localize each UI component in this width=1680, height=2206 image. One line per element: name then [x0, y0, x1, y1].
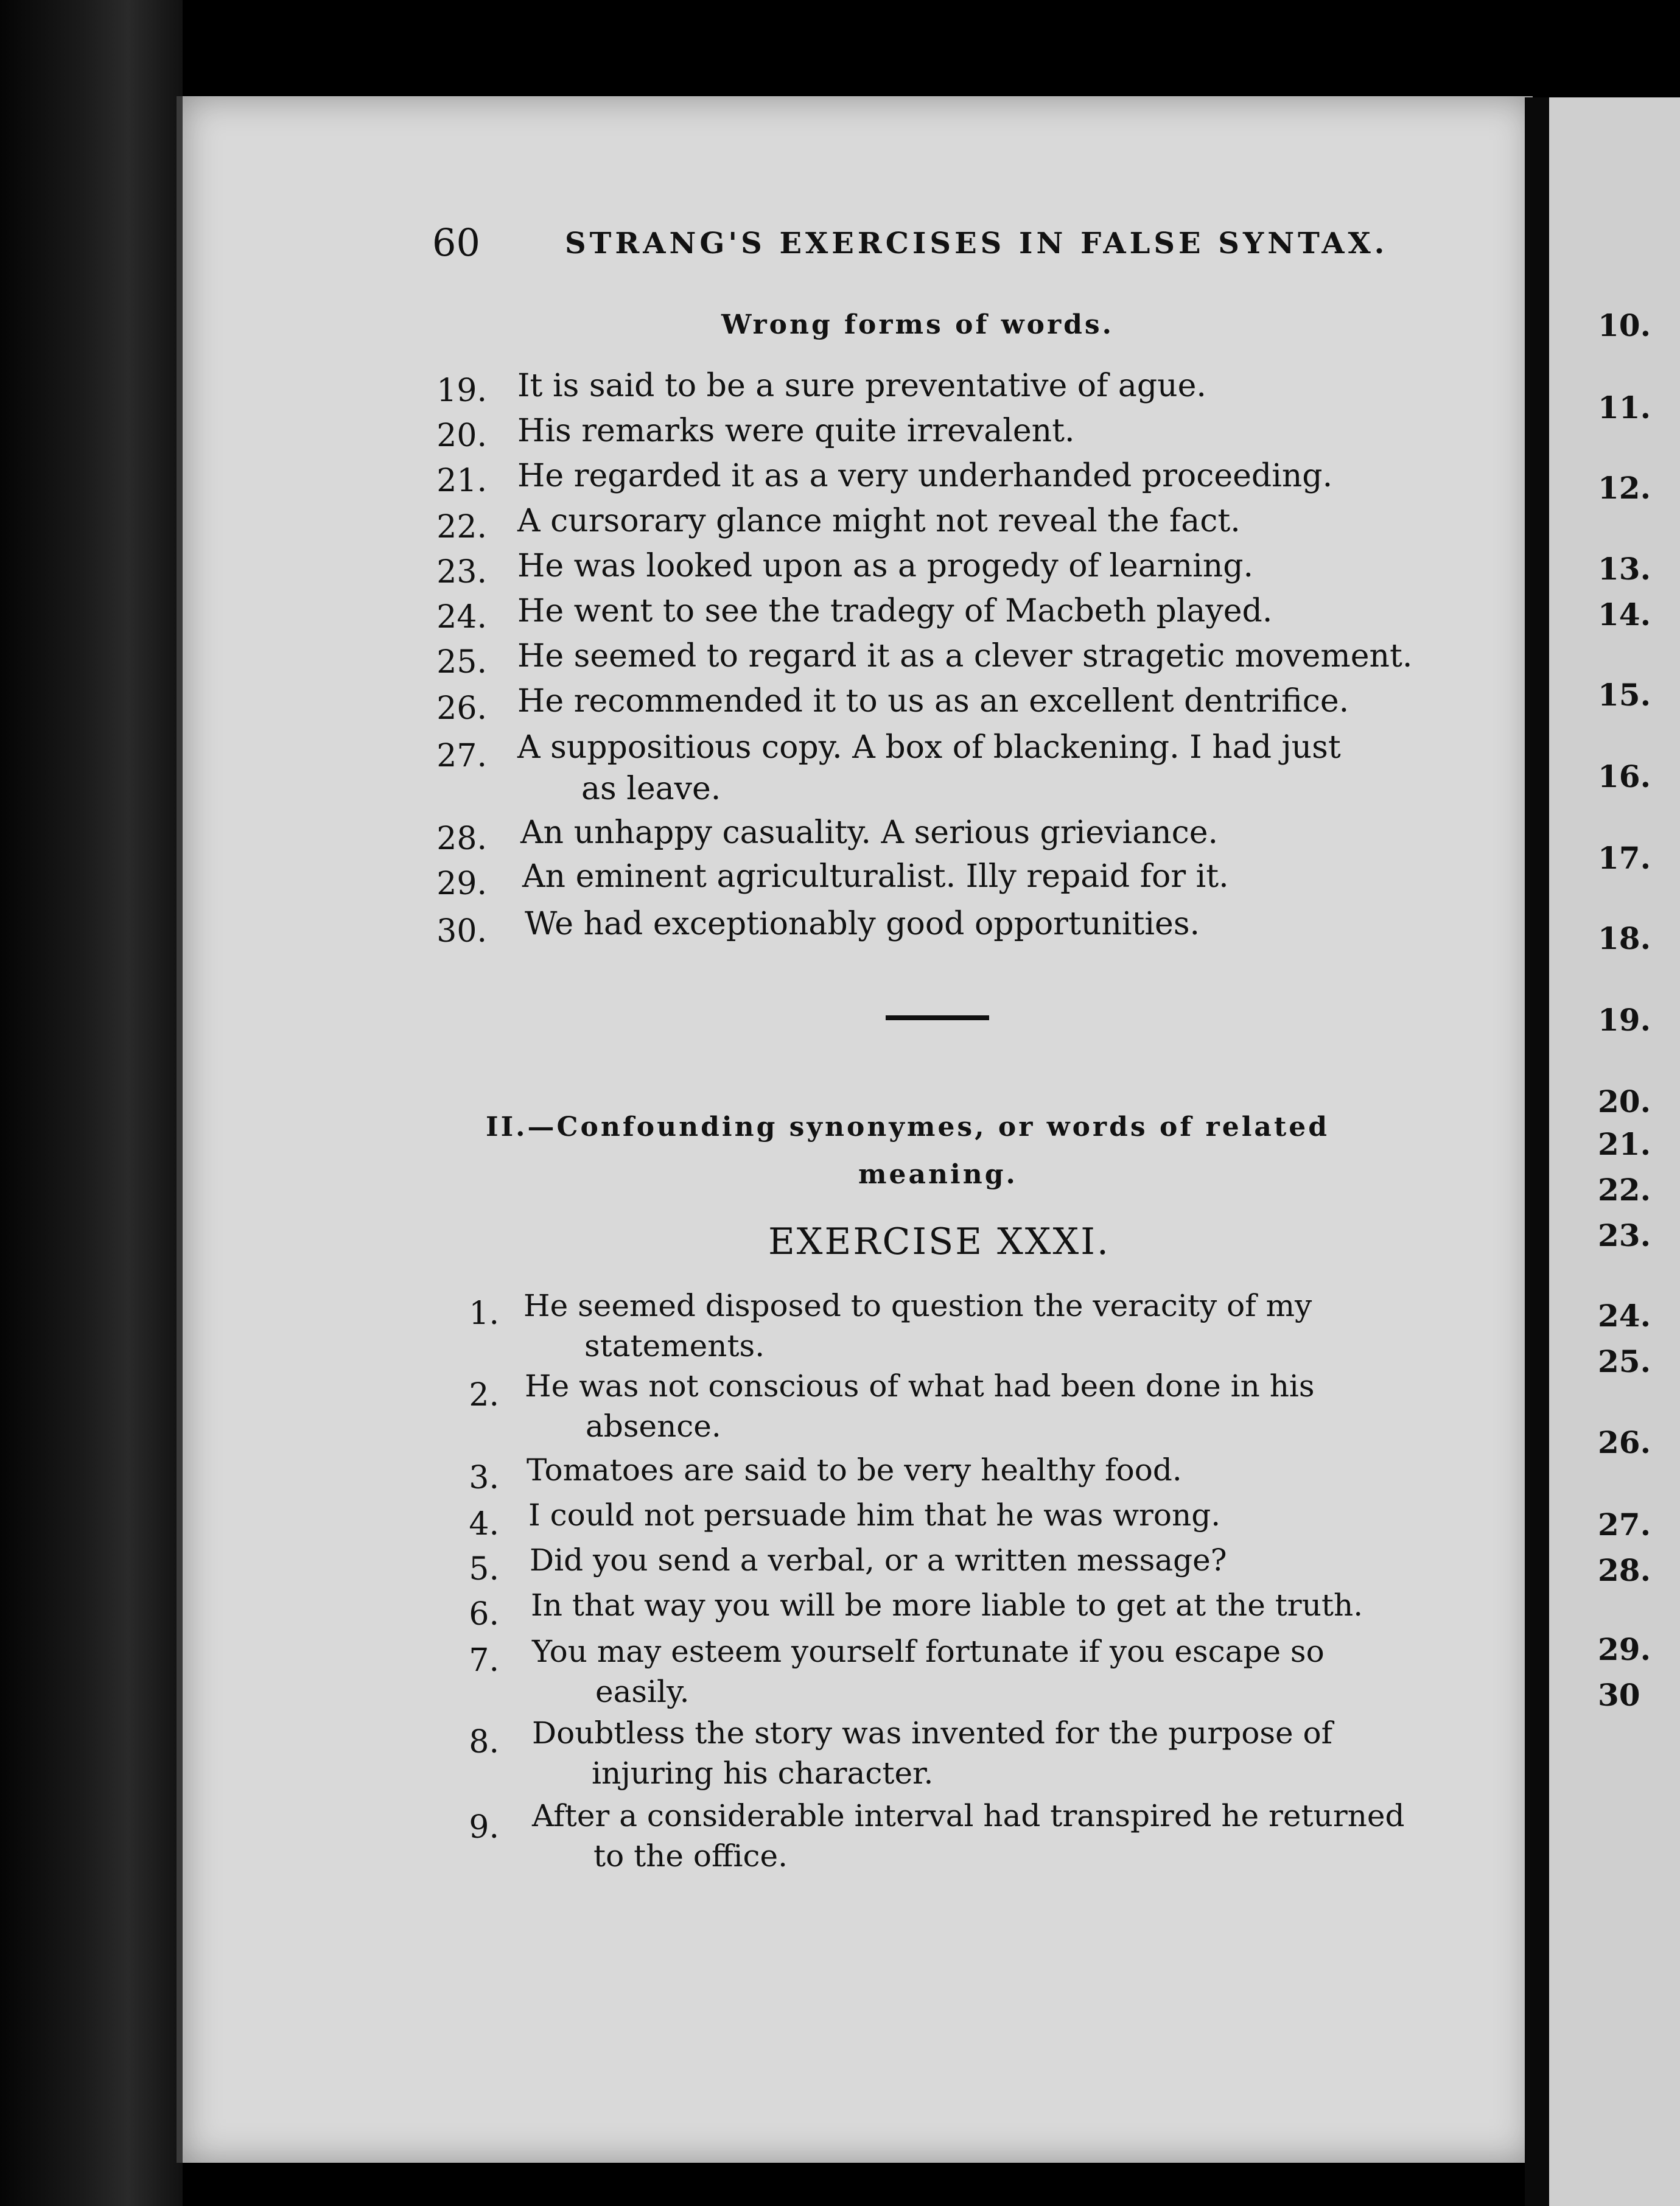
item-text: He seemed disposed to question the veracity of my: [523, 1288, 1312, 1323]
item-number: 27.: [436, 738, 487, 774]
item-number: 3.: [469, 1460, 499, 1496]
item-number: 24.: [436, 599, 487, 636]
running-title: STRANG'S EXERCISES IN FALSE SYNTAX.: [565, 226, 1388, 261]
facing-page-number: 10.: [1598, 307, 1651, 343]
item-number: 21.: [436, 463, 487, 499]
book-binding-edge: [0, 0, 183, 2206]
item-text: In that way you will be more liable to get at the truth.: [531, 1588, 1363, 1623]
item-number: 8.: [469, 1724, 499, 1760]
item-number: 29.: [436, 866, 487, 902]
facing-page-number: 23.: [1598, 1217, 1651, 1253]
item-text: Did you send a verbal, or a written message?: [530, 1542, 1227, 1578]
item-text: After a considerable interval had transpired he returned: [532, 1798, 1405, 1833]
item-text-continued: easily.: [595, 1674, 690, 1709]
item-number: 26.: [436, 690, 487, 727]
facing-page-number: 30: [1598, 1677, 1640, 1713]
item-text-continued: to the office.: [593, 1838, 788, 1874]
item-text: You may esteem yourself fortunate if you escape so: [532, 1634, 1325, 1669]
item-text-continued: injuring his character.: [592, 1756, 934, 1791]
item-number: 25.: [436, 644, 487, 681]
section-heading-synonymes: II.—Confounding synonymes, or words of related: [486, 1112, 1330, 1143]
facing-page-number: 22.: [1598, 1172, 1651, 1208]
section-heading-wrong-forms: Wrong forms of words.: [721, 309, 1114, 340]
item-number: 4.: [469, 1506, 499, 1542]
item-text-continued: as leave.: [581, 771, 721, 807]
facing-page-number: 17.: [1598, 840, 1651, 876]
section-divider-rule: [886, 1015, 989, 1020]
facing-page-number: 26.: [1598, 1424, 1651, 1460]
item-number: 30.: [436, 913, 487, 950]
item-number: 23.: [436, 554, 487, 590]
facing-page-number: 27.: [1598, 1507, 1651, 1542]
item-text: Doubtless the story was invented for the purpose of: [532, 1715, 1333, 1751]
facing-page-number: 16.: [1598, 758, 1651, 794]
page-number: 60: [432, 220, 480, 265]
item-number: 9.: [469, 1809, 499, 1846]
item-text: A suppositious copy. A box of blackening. I had just: [517, 729, 1341, 766]
item-number: 22.: [436, 509, 487, 545]
item-text-continued: absence.: [586, 1409, 721, 1444]
facing-page-number: 28.: [1598, 1552, 1651, 1588]
item-text: An unhappy casuality. A serious grieviance.: [520, 814, 1219, 851]
facing-page-number: 12.: [1598, 470, 1651, 506]
facing-page-number: 15.: [1598, 677, 1651, 713]
item-text: He recommended it to us as an excellent dentrifice.: [517, 683, 1349, 720]
facing-page-number: 19.: [1598, 1002, 1651, 1038]
item-text: It is said to be a sure preventative of ague.: [517, 368, 1206, 404]
item-text: He was not conscious of what had been done in his: [525, 1368, 1315, 1404]
item-number: 19.: [436, 373, 487, 409]
item-text: He regarded it as a very underhanded proceeding.: [517, 458, 1333, 494]
item-text: Tomatoes are said to be very healthy food.: [527, 1452, 1182, 1488]
item-number: 2.: [469, 1377, 499, 1413]
item-number: 5.: [469, 1551, 499, 1588]
item-text-continued: statements.: [584, 1328, 765, 1364]
item-text: I could not persuade him that he was wrong.: [528, 1497, 1221, 1533]
item-number: 6.: [469, 1596, 499, 1633]
item-number: 28.: [436, 821, 487, 857]
facing-page-number: 25.: [1598, 1343, 1651, 1379]
section-heading-synonymes-continued: meaning.: [858, 1159, 1018, 1190]
item-number: 1.: [469, 1295, 499, 1332]
item-text: A cursorary glance might not reveal the fact.: [517, 503, 1241, 539]
facing-page-number: 11.: [1598, 390, 1651, 425]
item-text: He seemed to regard it as a clever stragetic movement.: [517, 638, 1413, 674]
item-text: He was looked upon as a progedy of learning.: [517, 548, 1254, 584]
item-text: An eminent agriculturalist. Illy repaid for it.: [522, 858, 1229, 895]
exercise-title: EXERCISE XXXI.: [768, 1220, 1110, 1263]
facing-page-number: 24.: [1598, 1298, 1651, 1334]
facing-page-number: 18.: [1598, 920, 1651, 956]
item-text: He went to see the tradegy of Macbeth played.: [517, 593, 1273, 629]
item-text: We had exceptionably good opportunities.: [525, 906, 1200, 942]
item-text: His remarks were quite irrevalent.: [517, 413, 1075, 449]
facing-page-number: 20.: [1598, 1084, 1651, 1119]
item-number: 7.: [469, 1642, 499, 1679]
facing-page-number: 21.: [1598, 1126, 1651, 1162]
facing-page-number: 29.: [1598, 1631, 1651, 1667]
facing-page-number: 13.: [1598, 551, 1651, 587]
item-number: 20.: [436, 418, 487, 454]
facing-page-number: 14.: [1598, 597, 1651, 632]
